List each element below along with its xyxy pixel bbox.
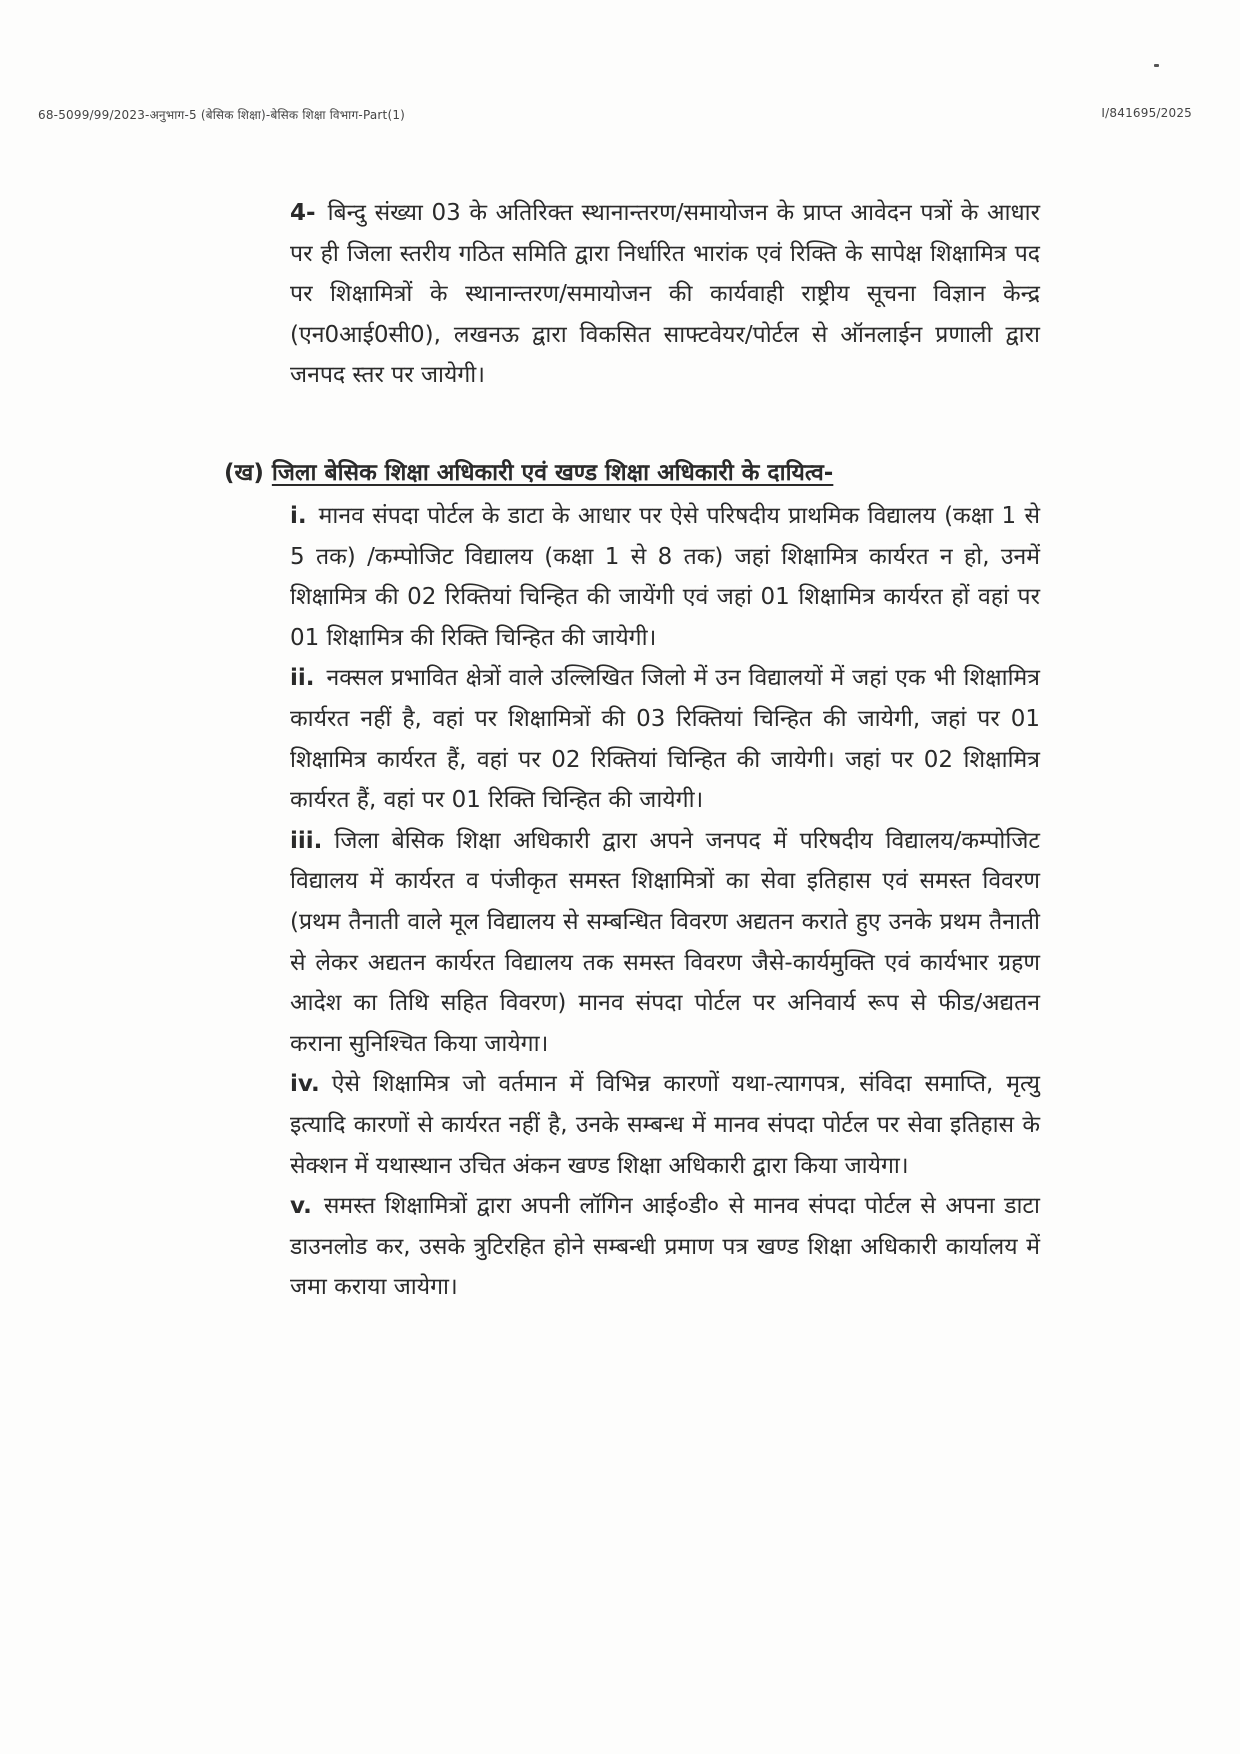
list-item-text: समस्त शिक्षामित्रों द्वारा अपनी लॉगिन आई०डी० से मानव संपदा पोर्टल से अपना डाटा डाउनलोड कर, उसके त्रुटिरहित होने सम्बन्धी प्रमाण पत्र खण्ड शिक्षा अधिकारी कार्यालय में जमा कराया जायेगा।: [290, 1193, 1040, 1301]
list-item: [290, 1186, 1040, 1308]
list-item: [290, 496, 1040, 658]
list-item-number: iv.: [290, 1071, 320, 1098]
list-item-text: मानव संपदा पोर्टल के डाटा के आधार पर ऐसे परिषदीय प्राथमिक विद्यालय (कक्षा 1 से 5 तक) /कम्पोजिट विद्यालय (कक्षा 1 से 8 तक) जहां शिक्षामित्र कार्यरत न हो, उनमें शिक्षामित्र की 02 रिक्तियां चिन्हित की जायेंगी एवं जहां 01 शिक्षामित्र कार्यरत हों वहां पर 01 शिक्षामित्र की रिक्ति चिन्हित की जायेगी।: [290, 503, 1040, 651]
list-item: [290, 1064, 1040, 1186]
list-item-number: iii.: [290, 827, 323, 854]
list-item-text: जिला बेसिक शिक्षा अधिकारी द्वारा अपने जनपद में परिषदीय विद्यालय/कम्पोजिट विद्यालय में कार्यरत व पंजीकृत समस्त शिक्षामित्रों का सेवा इतिहास एवं समस्त विवरण (प्रथम तैनाती वाले मूल विद्यालय से सम्बन्धित विवरण अद्यतन कराते हुए उनके प्रथम तैनाती से लेकर अद्यतन कार्यरत विद्यालय तक समस्त विवरण जैसे-कार्यमुक्ति एवं कार्यभार ग्रहण आदेश का तिथि सहित विवरण) मानव संपदा पोर्टल पर अनिवार्य रूप से फीड/अद्यतन कराना सुनिश्चित किया जायेगा।: [290, 827, 1040, 1057]
document-id: I/841695/2025: [1101, 106, 1192, 120]
list-item-text: नक्सल प्रभावित क्षेत्रों वाले उल्लिखित जिलो में उन विद्यालयों में जहां एक भी शिक्षामित्र कार्यरत नहीं है, वहां पर शिक्षामित्रों की 03 रिक्तियां चिन्हित की जायेगी, जहां पर 01 शिक्षामित्र कार्यरत हैं, वहां पर 02 रिक्तियां चिन्हित की जायेगी। जहां पर 02 शिक्षामित्र कार्यरत हैं, वहां पर 01 रिक्ति चिन्हित की जायेगी।: [290, 665, 1040, 814]
paragraph-number: 4-: [290, 200, 316, 226]
list-item-number: ii.: [290, 665, 315, 692]
section-title: जिला बेसिक शिक्षा अधिकारी एवं खण्ड शिक्षा अधिकारी के दायित्व-: [271, 460, 834, 486]
paragraph-text: बिन्दु संख्या 03 के अतिरिक्त स्थानान्तरण/समायोजन के प्राप्त आवेदन पत्रों के आधार पर ही जिला स्तरीय गठित समिति द्वारा निर्धारित भारांक एवं रिक्ति के सापेक्ष शिक्षामित्र पद पर शिक्षामित्रों के स्थानान्तरण/समायोजन की कार्यवाही राष्ट्रीय सूचना विज्ञान केन्द्र (एन0आई0सी0), लखनऊ द्वारा विकसित साफ्टवेयर/पोर्टल से ऑनलाईन प्रणाली द्वारा जनपद स्तर पर जायेगी।: [290, 200, 1040, 388]
scan-speck: [1154, 64, 1159, 67]
list-item: [290, 658, 1040, 820]
list-item-number: i.: [290, 503, 307, 529]
file-reference: 68-5099/99/2023-अनुभाग-5 (बेसिक शिक्षा)-बेसिक शिक्षा विभाग-Part(1): [38, 108, 406, 122]
section-marker: (ख): [224, 460, 264, 486]
list-item-text: ऐसे शिक्षामित्र जो वर्तमान में विभिन्न कारणों यथा-त्यागपत्र, संविदा समाप्ति, मृत्यु इत्यादि कारणों से कार्यरत नहीं है, उनके सम्बन्ध में मानव संपदा पोर्टल पर सेवा इतिहास के सेक्शन में यथास्थान उचित अंकन खण्ड शिक्षा अधिकारी द्वारा किया जायेगा।: [290, 1071, 1040, 1179]
section-heading: [224, 455, 833, 487]
paragraph-4: [290, 193, 1040, 396]
list-item-number: v.: [290, 1193, 312, 1220]
list-item: [290, 821, 1040, 1065]
responsibility-list: [290, 496, 1040, 1308]
